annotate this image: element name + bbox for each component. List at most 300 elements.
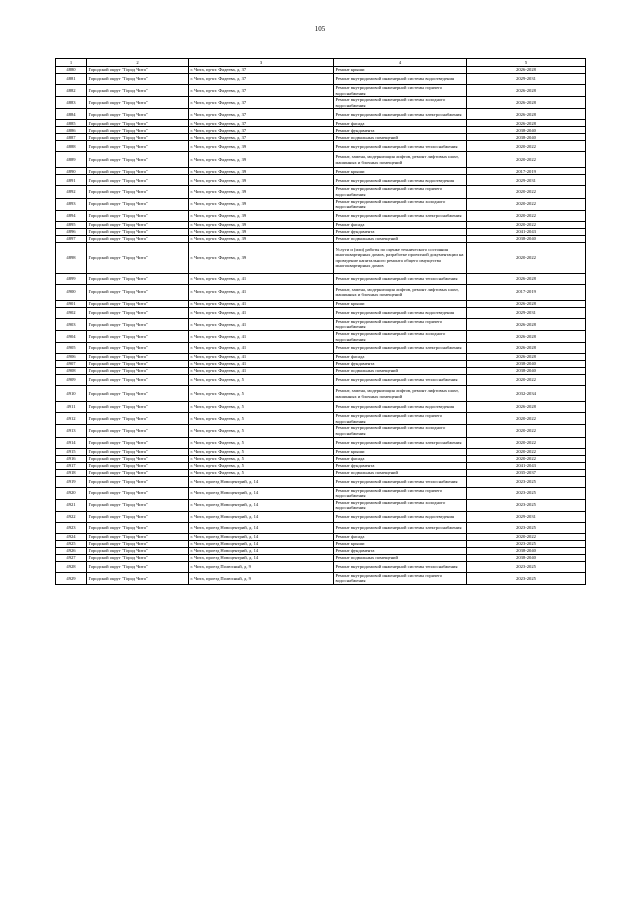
table-row <box>56 67 586 74</box>
work-type-cell: Ремонт фасада <box>334 354 467 361</box>
row-number-cell: 4923 <box>56 522 87 533</box>
work-type-cell: Ремонт внутридомовой инженерной системы горячего водоснабжения <box>334 186 467 198</box>
address-cell: г. Чита, пр-кт. Фадеева, д. 5 <box>189 425 334 437</box>
address-cell: г. Чита, пр-кт. Фадеева, д. 41 <box>189 307 334 318</box>
table-row <box>56 198 586 210</box>
work-type-cell: Ремонт фундамента <box>334 127 467 134</box>
table-row <box>56 554 586 561</box>
period-cell: 2026-2028 <box>467 67 586 74</box>
work-type-cell: Ремонт внутридомовой инженерной системы холодного водоснабжения <box>334 97 467 109</box>
work-type-cell: Ремонт фасада <box>334 221 467 228</box>
table-row <box>56 318 586 330</box>
work-type-cell: Ремонт фундамента <box>334 547 467 554</box>
table-row <box>56 74 586 85</box>
period-cell: 2020-2022 <box>467 425 586 437</box>
municipality-cell: Городской округ "Город Чита" <box>87 168 189 175</box>
row-number-cell: 4880 <box>56 67 87 74</box>
work-type-cell: Ремонт фасада <box>334 455 467 462</box>
municipality-cell: Городской округ "Город Чита" <box>87 522 189 533</box>
municipality-cell: Городской округ "Город Чита" <box>87 455 189 462</box>
work-type-cell: Ремонт подвальных помещений <box>334 368 467 375</box>
period-cell: 2023-2025 <box>467 499 586 511</box>
period-cell: 2032-2034 <box>467 386 586 402</box>
work-type-cell: Ремонт внутридомовой инженерной системы теплоснабжения <box>334 375 467 386</box>
header-cell: 2 <box>87 59 189 67</box>
work-type-cell: Услуги и (или) работы по оценке технического состояния многоквартирных домов, разработке проектной документации на проведение капитального ремонта общего имущества многоквартирных домов <box>334 242 467 273</box>
municipality-cell: Городской округ "Город Чита" <box>87 561 189 572</box>
table-row <box>56 437 586 448</box>
period-cell: 2026-2028 <box>467 109 586 120</box>
address-cell: г. Чита, проезд Новоцентрий, д. 14 <box>189 547 334 554</box>
work-type-cell: Ремонт фундамента <box>334 228 467 235</box>
address-cell: г. Чита, проезд Новоцентрий, д. 14 <box>189 554 334 561</box>
work-type-cell: Ремонт внутридомовой инженерной системы электроснабжения <box>334 343 467 354</box>
address-cell: г. Чита, пр-кт. Фадеева, д. 5 <box>189 455 334 462</box>
work-type-cell: Ремонт внутридомовой инженерной системы горячего водоснабжения <box>334 413 467 425</box>
work-type-cell: Ремонт внутридомовой инженерной системы горячего водоснабжения <box>334 85 467 97</box>
municipality-cell: Городской округ "Город Чита" <box>87 368 189 375</box>
table-row <box>56 134 586 141</box>
address-cell: г. Чита, пр-кт. Фадеева, д. 41 <box>189 330 334 342</box>
row-number-cell: 4900 <box>56 284 87 300</box>
work-type-cell: Ремонт внутридомовой инженерной системы водоотведения <box>334 307 467 318</box>
row-number-cell: 4924 <box>56 533 87 540</box>
address-cell: г. Чита, пр-кт. Фадеева, д. 39 <box>189 221 334 228</box>
municipality-cell: Городской округ "Город Чита" <box>87 330 189 342</box>
row-number-cell: 4889 <box>56 152 87 168</box>
address-cell: г. Чита, пр-кт. Фадеева, д. 5 <box>189 448 334 455</box>
work-type-cell: Ремонт внутридомовой инженерной системы горячего водоснабжения <box>334 487 467 499</box>
table-row <box>56 547 586 554</box>
period-cell: 2029-2031 <box>467 511 586 522</box>
work-type-cell: Ремонт внутридомовой инженерной системы электроснабжения <box>334 109 467 120</box>
municipality-cell: Городской округ "Город Чита" <box>87 74 189 85</box>
address-cell: г. Чита, пр-кт. Фадеева, д. 41 <box>189 361 334 368</box>
work-type-cell: Ремонт, замена, модернизация лифтов, ремонт лифтовых шахт, машинных и блочных помещений <box>334 152 467 168</box>
work-type-cell: Ремонт внутридомовой инженерной системы холодного водоснабжения <box>334 425 467 437</box>
table-row <box>56 368 586 375</box>
row-number-cell: 4885 <box>56 120 87 127</box>
row-number-cell: 4912 <box>56 413 87 425</box>
municipality-cell: Городской округ "Город Чита" <box>87 487 189 499</box>
row-number-cell: 4891 <box>56 175 87 186</box>
municipality-cell: Городской округ "Город Чита" <box>87 354 189 361</box>
period-cell: 2026-2028 <box>467 343 586 354</box>
address-cell: г. Чита, проезд Новоцентрий, д. 14 <box>189 476 334 487</box>
work-type-cell: Ремонт внутридомовой инженерной системы теплоснабжения <box>334 476 467 487</box>
period-cell: 2023-2025 <box>467 476 586 487</box>
table-row <box>56 228 586 235</box>
address-cell: г. Чита, пр-кт. Фадеева, д. 5 <box>189 437 334 448</box>
address-cell: г. Чита, пр-кт. Фадеева, д. 41 <box>189 300 334 307</box>
municipality-cell: Городской округ "Город Чита" <box>87 152 189 168</box>
row-number-cell: 4895 <box>56 221 87 228</box>
period-cell: 2026-2028 <box>467 318 586 330</box>
address-cell: г. Чита, проезд Новоцентрий, д. 14 <box>189 487 334 499</box>
table-row <box>56 572 586 584</box>
work-type-cell: Ремонт внутридомовой инженерной системы водоотведения <box>334 511 467 522</box>
work-type-cell: Ремонт подвальных помещений <box>334 134 467 141</box>
table-row <box>56 462 586 469</box>
period-cell: 2020-2022 <box>467 152 586 168</box>
table-row <box>56 487 586 499</box>
address-cell: г. Чита, пр-кт. Фадеева, д. 41 <box>189 273 334 284</box>
period-cell: 2038-2040 <box>467 361 586 368</box>
period-cell: 2017-2019 <box>467 168 586 175</box>
address-cell: г. Чита, пр-кт. Фадеева, д. 41 <box>189 368 334 375</box>
period-cell: 2038-2040 <box>467 235 586 242</box>
period-cell: 2023-2025 <box>467 572 586 584</box>
work-type-cell: Ремонт внутридомовой инженерной системы электроснабжения <box>334 210 467 221</box>
period-cell: 2026-2028 <box>467 330 586 342</box>
municipality-cell: Городской округ "Город Чита" <box>87 307 189 318</box>
row-number-cell: 4902 <box>56 307 87 318</box>
table-row <box>56 375 586 386</box>
work-type-cell: Ремонт внутридомовой инженерной системы холодного водоснабжения <box>334 198 467 210</box>
table-row <box>56 533 586 540</box>
work-type-cell: Ремонт внутридомовой инженерной системы водоотведения <box>334 74 467 85</box>
municipality-cell: Городской округ "Город Чита" <box>87 448 189 455</box>
address-cell: г. Чита, проезд Новоцентрий, д. 14 <box>189 522 334 533</box>
row-number-cell: 4903 <box>56 318 87 330</box>
work-type-cell: Ремонт внутридомовой инженерной системы холодного водоснабжения <box>334 499 467 511</box>
municipality-cell: Городской округ "Город Чита" <box>87 572 189 584</box>
municipality-cell: Городской округ "Город Чита" <box>87 284 189 300</box>
row-number-cell: 4920 <box>56 487 87 499</box>
period-cell: 2020-2022 <box>467 533 586 540</box>
period-cell: 2029-2031 <box>467 74 586 85</box>
address-cell: г. Чита, пр-кт. Фадеева, д. 37 <box>189 67 334 74</box>
work-type-cell: Ремонт подвальных помещений <box>334 235 467 242</box>
address-cell: г. Чита, пр-кт. Фадеева, д. 39 <box>189 141 334 152</box>
work-type-cell: Ремонт внутридомовой инженерной системы теплоснабжения <box>334 561 467 572</box>
address-cell: г. Чита, пр-кт. Фадеева, д. 5 <box>189 413 334 425</box>
row-number-cell: 4908 <box>56 368 87 375</box>
row-number-cell: 4922 <box>56 511 87 522</box>
period-cell: 2023-2025 <box>467 487 586 499</box>
period-cell: 2020-2022 <box>467 375 586 386</box>
work-type-cell: Ремонт фундамента <box>334 462 467 469</box>
municipality-cell: Городской округ "Город Чита" <box>87 499 189 511</box>
municipality-cell: Городской округ "Город Чита" <box>87 210 189 221</box>
period-cell: 2026-2028 <box>467 354 586 361</box>
row-number-cell: 4898 <box>56 242 87 273</box>
work-type-cell: Ремонт внутридомовой инженерной системы теплоснабжения <box>334 141 467 152</box>
period-cell: 2020-2022 <box>467 198 586 210</box>
table-row <box>56 455 586 462</box>
row-number-cell: 4928 <box>56 561 87 572</box>
municipality-cell: Городской округ "Город Чита" <box>87 228 189 235</box>
address-cell: г. Чита, пр-кт. Фадеева, д. 5 <box>189 386 334 402</box>
address-cell: г. Чита, пр-кт. Фадеева, д. 5 <box>189 462 334 469</box>
municipality-cell: Городской округ "Город Чита" <box>87 175 189 186</box>
municipality-cell: Городской округ "Город Чита" <box>87 511 189 522</box>
row-number-cell: 4918 <box>56 469 87 476</box>
address-cell: г. Чита, пр-кт. Фадеева, д. 39 <box>189 198 334 210</box>
address-cell: г. Чита, проезд Новоцентрий, д. 14 <box>189 533 334 540</box>
table-row <box>56 307 586 318</box>
row-number-cell: 4906 <box>56 354 87 361</box>
work-type-cell: Ремонт внутридомовой инженерной системы теплоснабжения <box>334 273 467 284</box>
table-row <box>56 97 586 109</box>
period-cell: 2020-2022 <box>467 448 586 455</box>
address-cell: г. Чита, пр-кт. Фадеева, д. 39 <box>189 210 334 221</box>
header-cell: 3 <box>189 59 334 67</box>
table-row <box>56 425 586 437</box>
work-type-cell: Ремонт крыши <box>334 300 467 307</box>
address-cell: г. Чита, пр-кт. Фадеева, д. 41 <box>189 318 334 330</box>
table-row <box>56 284 586 300</box>
municipality-cell: Городской округ "Город Чита" <box>87 221 189 228</box>
period-cell: 2026-2028 <box>467 300 586 307</box>
period-cell: 2038-2040 <box>467 554 586 561</box>
address-cell: г. Чита, пр-кт. Фадеева, д. 39 <box>189 168 334 175</box>
table-header-row <box>56 59 586 67</box>
municipality-cell: Городской округ "Город Чита" <box>87 540 189 547</box>
row-number-cell: 4911 <box>56 402 87 413</box>
row-number-cell: 4927 <box>56 554 87 561</box>
table-row <box>56 343 586 354</box>
address-cell: г. Чита, пр-кт. Фадеева, д. 37 <box>189 120 334 127</box>
row-number-cell: 4904 <box>56 330 87 342</box>
work-type-cell: Ремонт подвальных помещений <box>334 469 467 476</box>
address-cell: г. Чита, пр-кт. Фадеева, д. 39 <box>189 152 334 168</box>
row-number-cell: 4914 <box>56 437 87 448</box>
row-number-cell: 4882 <box>56 85 87 97</box>
table-row <box>56 273 586 284</box>
header-cell: 4 <box>334 59 467 67</box>
table-row <box>56 152 586 168</box>
table-row <box>56 168 586 175</box>
row-number-cell: 4897 <box>56 235 87 242</box>
work-type-cell: Ремонт, замена, модернизация лифтов, ремонт лифтовых шахт, машинных и блочных помещений <box>334 284 467 300</box>
period-cell: 2029-2031 <box>467 307 586 318</box>
work-type-cell: Ремонт фасада <box>334 120 467 127</box>
period-cell: 2038-2040 <box>467 547 586 554</box>
address-cell: г. Чита, пр-кт. Фадеева, д. 41 <box>189 354 334 361</box>
table-row <box>56 354 586 361</box>
municipality-cell: Городской округ "Город Чита" <box>87 85 189 97</box>
address-cell: г. Чита, проезд Полюсный, д. 9 <box>189 572 334 584</box>
address-cell: г. Чита, пр-кт. Фадеева, д. 37 <box>189 97 334 109</box>
period-cell: 2026-2028 <box>467 120 586 127</box>
table-row <box>56 330 586 342</box>
row-number-cell: 4917 <box>56 462 87 469</box>
address-cell: г. Чита, проезд Новоцентрий, д. 14 <box>189 511 334 522</box>
period-cell: 2020-2022 <box>467 221 586 228</box>
row-number-cell: 4896 <box>56 228 87 235</box>
municipality-cell: Городской округ "Город Чита" <box>87 97 189 109</box>
table-row <box>56 120 586 127</box>
table-row <box>56 141 586 152</box>
row-number-cell: 4905 <box>56 343 87 354</box>
address-cell: г. Чита, пр-кт. Фадеева, д. 37 <box>189 85 334 97</box>
work-type-cell: Ремонт подвальных помещений <box>334 554 467 561</box>
address-cell: г. Чита, пр-кт. Фадеева, д. 5 <box>189 375 334 386</box>
row-number-cell: 4884 <box>56 109 87 120</box>
address-cell: г. Чита, пр-кт. Фадеева, д. 39 <box>189 228 334 235</box>
capital-repair-table <box>55 58 586 585</box>
address-cell: г. Чита, пр-кт. Фадеева, д. 41 <box>189 284 334 300</box>
period-cell: 2026-2028 <box>467 97 586 109</box>
table-row <box>56 413 586 425</box>
municipality-cell: Городской округ "Город Чита" <box>87 273 189 284</box>
municipality-cell: Городской округ "Город Чита" <box>87 547 189 554</box>
municipality-cell: Городской округ "Город Чита" <box>87 120 189 127</box>
row-number-cell: 4887 <box>56 134 87 141</box>
work-type-cell: Ремонт внутридомовой инженерной системы водоотведения <box>334 402 467 413</box>
period-cell: 2020-2022 <box>467 141 586 152</box>
row-number-cell: 4926 <box>56 547 87 554</box>
row-number-cell: 4893 <box>56 198 87 210</box>
row-number-cell: 4888 <box>56 141 87 152</box>
municipality-cell: Городской округ "Город Чита" <box>87 375 189 386</box>
row-number-cell: 4907 <box>56 361 87 368</box>
period-cell: 2038-2040 <box>467 134 586 141</box>
table-row <box>56 242 586 273</box>
table-row <box>56 476 586 487</box>
work-type-cell: Ремонт внутридомовой инженерной системы горячего водоснабжения <box>334 572 467 584</box>
work-type-cell: Ремонт, замена, модернизация лифтов, ремонт лифтовых шахт, машинных и блочных помещений <box>334 386 467 402</box>
row-number-cell: 4881 <box>56 74 87 85</box>
municipality-cell: Городской округ "Город Чита" <box>87 134 189 141</box>
municipality-cell: Городской округ "Город Чита" <box>87 386 189 402</box>
municipality-cell: Городской округ "Город Чита" <box>87 361 189 368</box>
table-row <box>56 361 586 368</box>
period-cell: 2020-2022 <box>467 210 586 221</box>
row-number-cell: 4901 <box>56 300 87 307</box>
address-cell: г. Чита, пр-кт. Фадеева, д. 37 <box>189 109 334 120</box>
municipality-cell: Городской округ "Город Чита" <box>87 186 189 198</box>
work-type-cell: Ремонт внутридомовой инженерной системы горячего водоснабжения <box>334 318 467 330</box>
row-number-cell: 4894 <box>56 210 87 221</box>
municipality-cell: Городской округ "Город Чита" <box>87 554 189 561</box>
table-row <box>56 402 586 413</box>
period-cell: 2035-2037 <box>467 469 586 476</box>
table-row <box>56 511 586 522</box>
row-number-cell: 4915 <box>56 448 87 455</box>
address-cell: г. Чита, пр-кт. Фадеева, д. 39 <box>189 242 334 273</box>
work-type-cell: Ремонт крыши <box>334 67 467 74</box>
address-cell: г. Чита, пр-кт. Фадеева, д. 5 <box>189 402 334 413</box>
table-row <box>56 561 586 572</box>
header-cell: 5 <box>467 59 586 67</box>
municipality-cell: Городской округ "Город Чита" <box>87 533 189 540</box>
period-cell: 2038-2040 <box>467 368 586 375</box>
municipality-cell: Городской округ "Город Чита" <box>87 235 189 242</box>
period-cell: 2026-2028 <box>467 402 586 413</box>
work-type-cell: Ремонт фундамента <box>334 361 467 368</box>
municipality-cell: Городской округ "Город Чита" <box>87 469 189 476</box>
period-cell: 2026-2028 <box>467 85 586 97</box>
period-cell: 2020-2022 <box>467 186 586 198</box>
row-number-cell: 4910 <box>56 386 87 402</box>
address-cell: г. Чита, пр-кт. Фадеева, д. 41 <box>189 343 334 354</box>
municipality-cell: Городской округ "Город Чита" <box>87 242 189 273</box>
row-number-cell: 4916 <box>56 455 87 462</box>
period-cell: 2023-2025 <box>467 561 586 572</box>
municipality-cell: Городской округ "Город Чита" <box>87 67 189 74</box>
work-type-cell: Ремонт фасада <box>334 533 467 540</box>
address-cell: г. Чита, пр-кт. Фадеева, д. 37 <box>189 74 334 85</box>
address-cell: г. Чита, проезд Новоцентрий, д. 14 <box>189 499 334 511</box>
municipality-cell: Городской округ "Город Чита" <box>87 343 189 354</box>
table-row <box>56 522 586 533</box>
work-type-cell: Ремонт крыши <box>334 448 467 455</box>
period-cell: 2020-2022 <box>467 437 586 448</box>
table-row <box>56 186 586 198</box>
row-number-cell: 4919 <box>56 476 87 487</box>
period-cell: 2026-2028 <box>467 273 586 284</box>
municipality-cell: Городской округ "Город Чита" <box>87 402 189 413</box>
period-cell: 2023-2025 <box>467 540 586 547</box>
municipality-cell: Городской округ "Город Чита" <box>87 462 189 469</box>
table-row <box>56 210 586 221</box>
row-number-cell: 4909 <box>56 375 87 386</box>
period-cell: 2041-2043 <box>467 462 586 469</box>
period-cell: 2020-2022 <box>467 455 586 462</box>
municipality-cell: Городской округ "Город Чита" <box>87 300 189 307</box>
table-row <box>56 109 586 120</box>
table-row <box>56 175 586 186</box>
municipality-cell: Городской округ "Город Чита" <box>87 198 189 210</box>
row-number-cell: 4883 <box>56 97 87 109</box>
row-number-cell: 4929 <box>56 572 87 584</box>
row-number-cell: 4892 <box>56 186 87 198</box>
row-number-cell: 4921 <box>56 499 87 511</box>
address-cell: г. Чита, проезд Новоцентрий, д. 14 <box>189 540 334 547</box>
municipality-cell: Городской округ "Город Чита" <box>87 425 189 437</box>
table-row <box>56 448 586 455</box>
municipality-cell: Городской округ "Город Чита" <box>87 318 189 330</box>
table-body <box>56 59 586 585</box>
work-type-cell: Ремонт внутридомовой инженерной системы холодного водоснабжения <box>334 330 467 342</box>
address-cell: г. Чита, пр-кт. Фадеева, д. 39 <box>189 175 334 186</box>
period-cell: 2020-2022 <box>467 413 586 425</box>
address-cell: г. Чита, пр-кт. Фадеева, д. 37 <box>189 134 334 141</box>
period-cell: 2020-2022 <box>467 242 586 273</box>
table-row <box>56 469 586 476</box>
period-cell: 2029-2031 <box>467 175 586 186</box>
table-row <box>56 221 586 228</box>
table-row <box>56 235 586 242</box>
municipality-cell: Городской округ "Город Чита" <box>87 109 189 120</box>
work-type-cell: Ремонт крыши <box>334 168 467 175</box>
municipality-cell: Городской округ "Город Чита" <box>87 413 189 425</box>
municipality-cell: Городской округ "Город Чита" <box>87 476 189 487</box>
table-row <box>56 386 586 402</box>
table-row <box>56 300 586 307</box>
table-row <box>56 499 586 511</box>
address-cell: г. Чита, пр-кт. Фадеева, д. 37 <box>189 127 334 134</box>
work-type-cell: Ремонт внутридомовой инженерной системы электроснабжения <box>334 437 467 448</box>
table-row <box>56 540 586 547</box>
row-number-cell: 4899 <box>56 273 87 284</box>
municipality-cell: Городской округ "Город Чита" <box>87 127 189 134</box>
period-cell: 2023-2025 <box>467 522 586 533</box>
row-number-cell: 4890 <box>56 168 87 175</box>
work-type-cell: Ремонт внутридомовой инженерной системы водоотведения <box>334 175 467 186</box>
page-number: 105 <box>314 25 326 33</box>
municipality-cell: Городской округ "Город Чита" <box>87 141 189 152</box>
period-cell: 2038-2040 <box>467 127 586 134</box>
address-cell: г. Чита, пр-кт. Фадеева, д. 39 <box>189 186 334 198</box>
municipality-cell: Городской округ "Город Чита" <box>87 437 189 448</box>
row-number-cell: 4925 <box>56 540 87 547</box>
period-cell: 2041-2043 <box>467 228 586 235</box>
period-cell: 2017-2019 <box>467 284 586 300</box>
table-row <box>56 85 586 97</box>
